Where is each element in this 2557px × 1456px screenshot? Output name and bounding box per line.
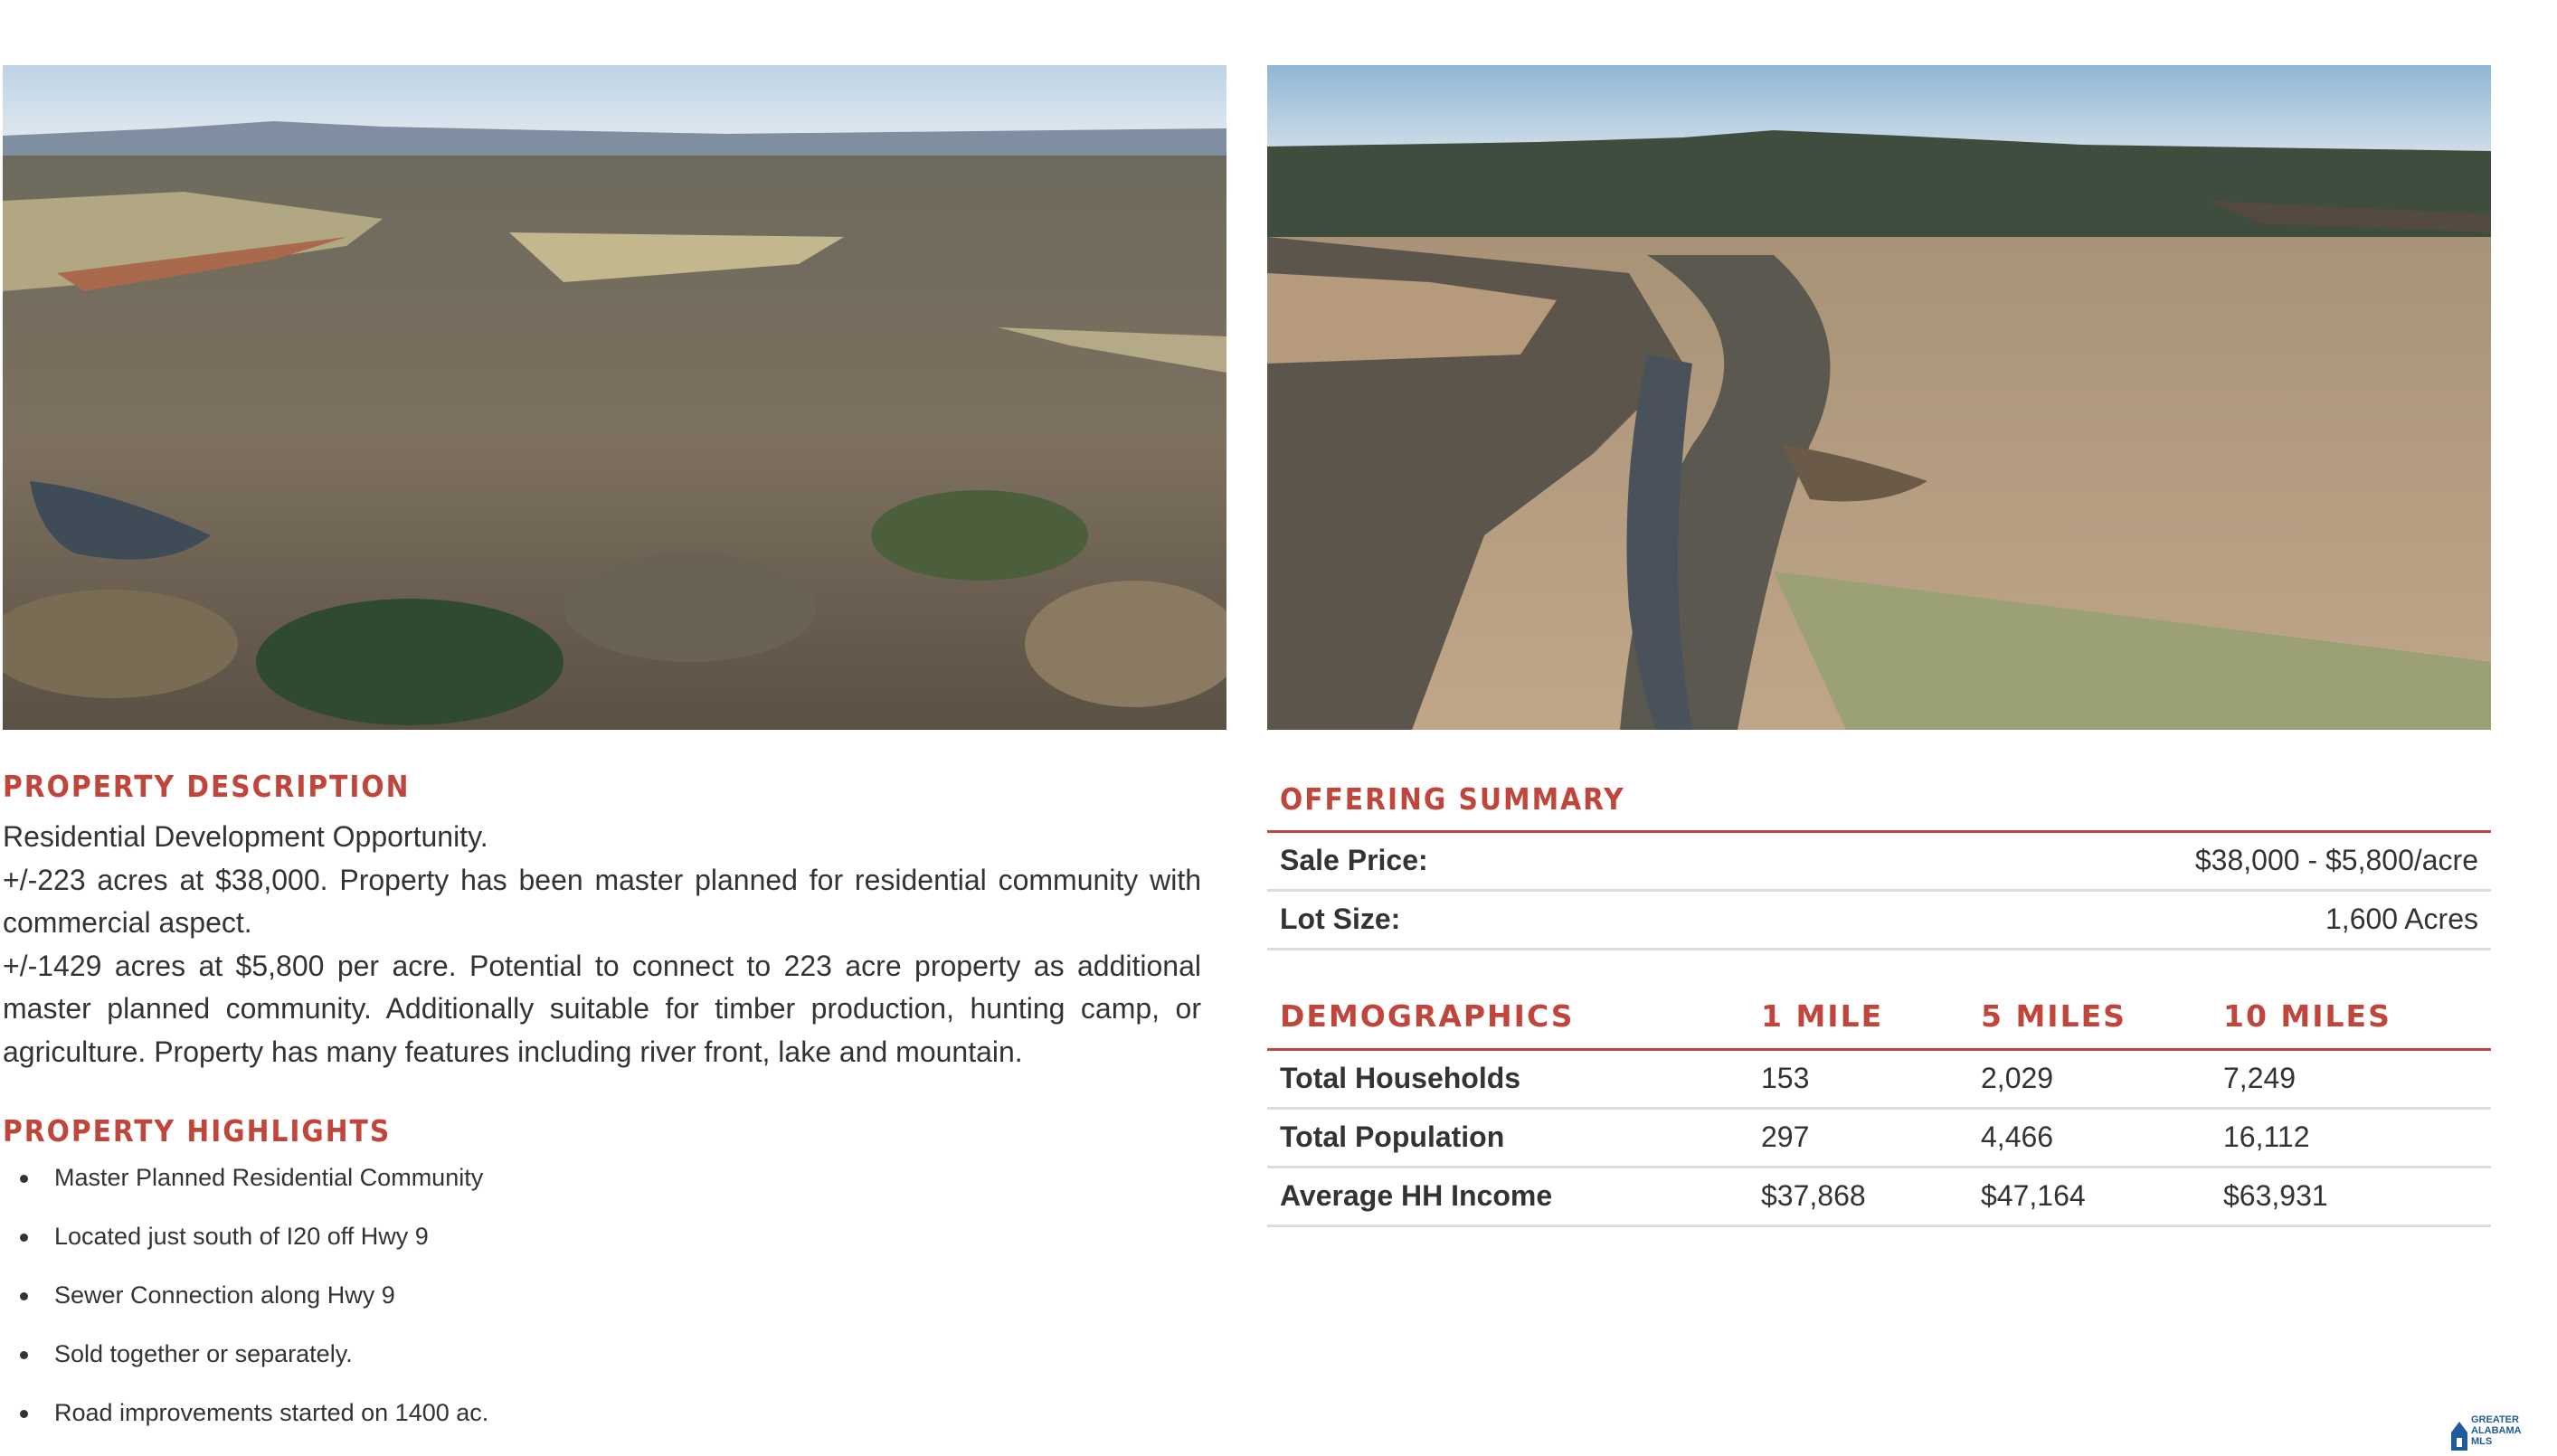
house-icon — [2449, 1416, 2469, 1452]
description-paragraph: Residential Development Opportunity. — [3, 820, 488, 853]
table-row — [1267, 1051, 2491, 1110]
logo-text — [2471, 1414, 2522, 1447]
aerial-forest-image — [3, 65, 1226, 730]
cell-value: 2,029 — [1981, 1062, 2054, 1094]
row-label: Total Population — [1280, 1120, 1505, 1153]
cell-value: 4,466 — [1981, 1120, 2054, 1153]
lot-size-value: 1,600 Acres — [2325, 903, 2478, 935]
cell-value: $37,868 — [1761, 1179, 1866, 1212]
offering-summary-heading: OFFERING SUMMARY — [1280, 781, 1625, 817]
column-header-5-miles: 5 MILES — [1981, 998, 2126, 1034]
cell-value: 16,112 — [2223, 1120, 2310, 1153]
greater-alabama-mls-logo — [2449, 1413, 2522, 1454]
aerial-photo-forest — [3, 65, 1226, 730]
row-label: Average HH Income — [1280, 1179, 1553, 1212]
demographics-heading: DEMOGRAPHICS — [1280, 998, 1575, 1034]
column-header-1-mile: 1 MILE — [1761, 998, 1884, 1034]
highlight-item: Road improvements started on 1400 ac. — [3, 1393, 1179, 1451]
sale-price-value: $38,000 - $5,800/acre — [2194, 844, 2478, 876]
aerial-pasture-image — [1267, 65, 2491, 730]
logo-line: GREATER — [2471, 1414, 2519, 1425]
property-description-heading: PROPERTY DESCRIPTION — [3, 769, 411, 804]
cell-value: 7,249 — [2223, 1062, 2297, 1094]
offering-summary-table — [1267, 830, 2491, 950]
highlight-item: Sewer Connection along Hwy 9 — [3, 1275, 1179, 1334]
table-row — [1267, 1168, 2491, 1227]
sale-price-label: Sale Price: — [1280, 844, 1428, 876]
cell-value: 297 — [1761, 1120, 1810, 1153]
highlight-item: Sold together or separately. — [3, 1334, 1179, 1393]
aerial-photo-river-pasture — [1267, 65, 2491, 730]
table-row — [1267, 1110, 2491, 1168]
property-description-body — [3, 816, 1201, 1073]
property-highlights-heading: PROPERTY HIGHLIGHTS — [3, 1113, 392, 1149]
cell-value: $63,931 — [2223, 1179, 2328, 1212]
cell-value: $47,164 — [1981, 1179, 2086, 1212]
logo-line: MLS — [2471, 1436, 2493, 1447]
description-paragraph: +/-1429 acres at $5,800 per acre. Potential to connect to 223 acre property as additional master planned community. Additionally suitable for timber production, hunting camp, or agriculture. Property has many features including river front, lake and mountain. — [3, 949, 1201, 1068]
highlight-item: Master Planned Residential Community — [3, 1158, 1179, 1216]
cell-value: 153 — [1761, 1062, 1810, 1094]
table-row — [1267, 892, 2491, 950]
column-header-10-miles: 10 MILES — [2223, 998, 2391, 1034]
logo-line: ALABAMA — [2471, 1425, 2522, 1436]
table-row — [1267, 833, 2491, 892]
lot-size-label: Lot Size: — [1280, 903, 1401, 935]
row-label: Total Households — [1280, 1062, 1521, 1094]
demographics-header — [1267, 995, 2491, 1051]
highlight-item: Located just south of I20 off Hwy 9 — [3, 1216, 1179, 1275]
demographics-table — [1267, 1051, 2491, 1227]
description-paragraph: +/-223 acres at $38,000. Property has been master planned for residential community with commercial aspect. — [3, 863, 1201, 939]
property-highlights-list — [3, 1158, 1179, 1451]
